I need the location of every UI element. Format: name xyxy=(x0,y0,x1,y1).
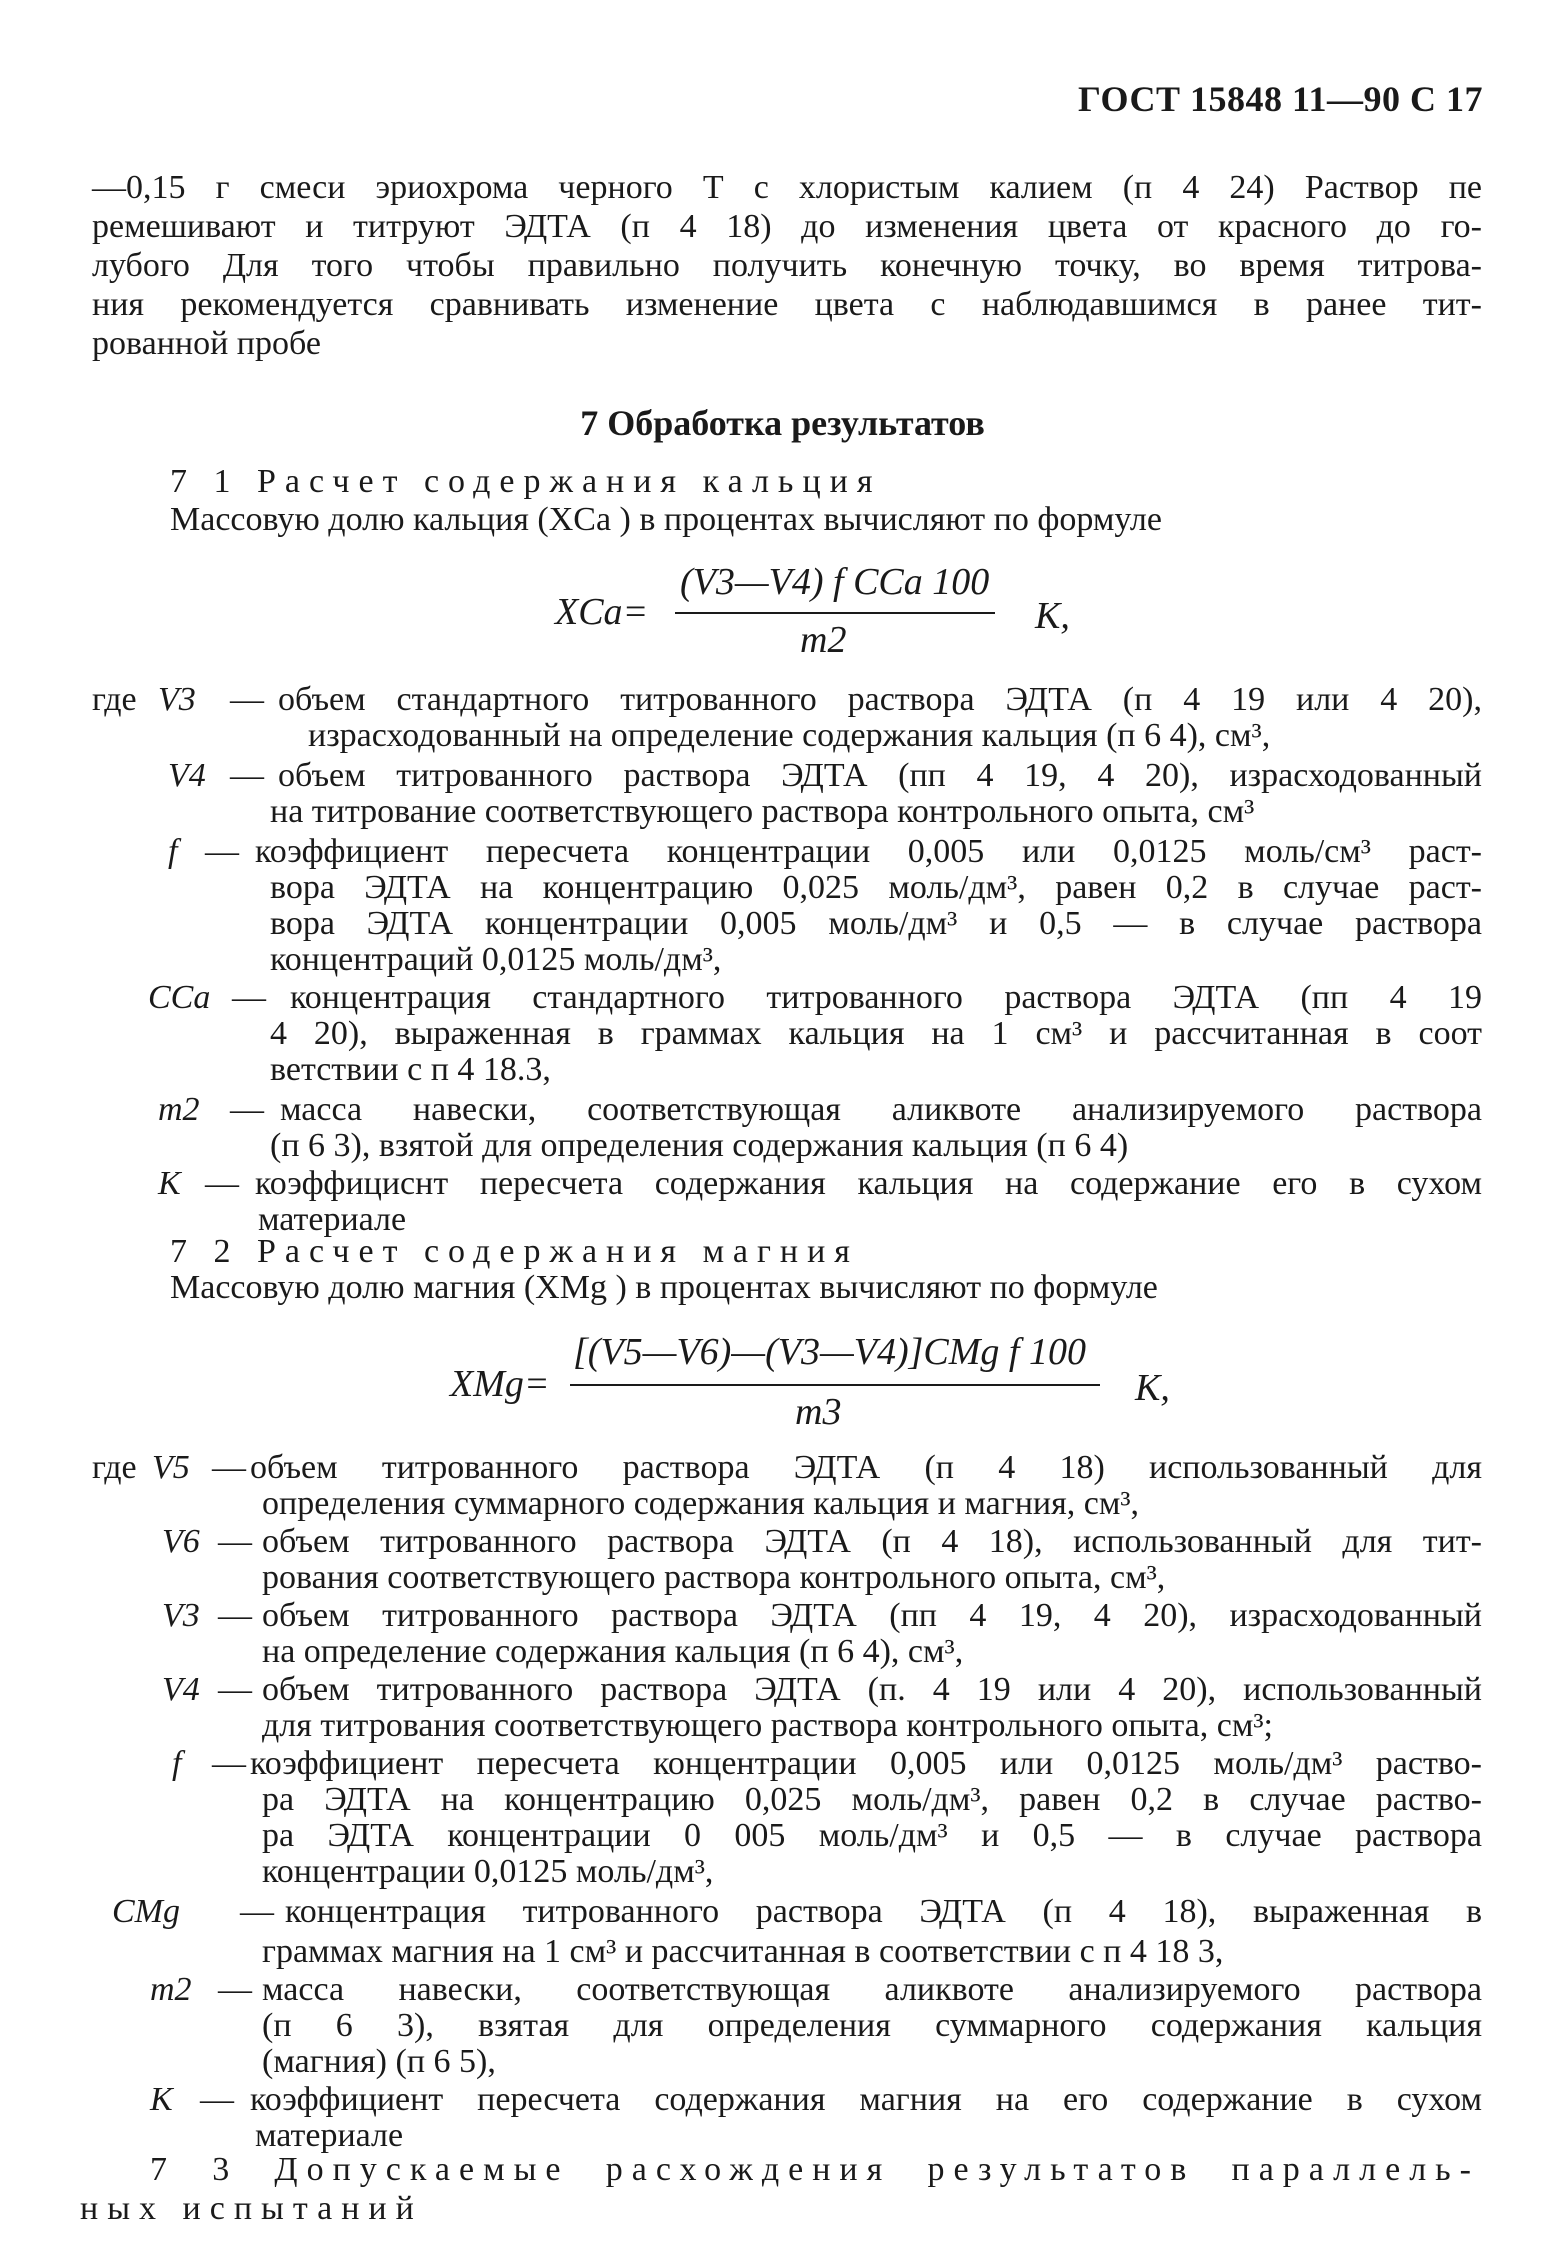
section-7-3-line: 7 3 Допускаемые расхождения результатов параллель- xyxy=(150,2151,1480,2188)
definition-line: рования соответствующего раствора контрольного опыта, см³, xyxy=(262,1559,1166,1596)
section-7-3-line: ных испытаний xyxy=(80,2190,423,2227)
definition-line: объем титрованного раствора ЭДТА (п. 4 19 или 4 20), использованный xyxy=(262,1671,1482,1708)
formula-lhs: XMg= xyxy=(450,1363,550,1405)
definition-line: на титрование соответствующего раствора контрольного опыта, см³ xyxy=(270,793,1255,830)
section-7-title: 7 Обработка результатов xyxy=(580,403,985,443)
definition-line: (п 6 3), взятая для определения суммарного содержания кальция xyxy=(262,2007,1482,2044)
definition-line: вора ЭДТА на концентрацию 0,025 моль/дм³, равен 0,2 в случае раст- xyxy=(270,869,1482,906)
definition-symbol: K xyxy=(150,2081,173,2118)
definition-dash: — xyxy=(200,2081,234,2118)
section-7-2-heading: 7 2 Расчет содержания магния xyxy=(170,1233,859,1270)
page-header: ГОСТ 15848 11—90 С 17 xyxy=(1078,79,1483,119)
definition-line: материале xyxy=(255,2117,404,2154)
definition-symbol: V4 xyxy=(162,1671,200,1708)
definition-dash: — xyxy=(218,1671,252,1708)
definition-symbol: K xyxy=(158,1165,181,1202)
definition-line: 4 20), выраженная в граммах кальция на 1 см³ и рассчитанная в соот xyxy=(270,1015,1482,1052)
section-7-3-heading xyxy=(150,2150,1480,2189)
intro-line: лубого Для того чтобы правильно получить конечную точку, во время титрова- xyxy=(92,247,1482,284)
definition-symbol: f xyxy=(168,833,178,870)
definition-dash: — xyxy=(230,1091,264,1128)
definition-line: коэффициент пересчета содержания магния на его содержание в сухом xyxy=(250,2081,1482,2118)
definition-symbol: CCa xyxy=(148,979,211,1016)
definition-symbol: V3 xyxy=(162,1597,200,1634)
intro-line: ремешивают и титруют ЭДТА (п 4 18) до изменения цвета от красного до го- xyxy=(92,208,1482,245)
definition-symbol: V4 xyxy=(168,757,206,794)
definition-dash: — xyxy=(232,979,266,1016)
definition-line: материале xyxy=(258,1201,407,1238)
formula-factor: K, xyxy=(1035,595,1070,637)
definition-line: объем стандартного титрованного раствора ЭДТА (п 4 19 или 4 20), xyxy=(278,681,1482,718)
definition-line: масса навески, соответствующая аликвоте анализируемого раствора xyxy=(280,1091,1482,1128)
definition-symbol: m2 xyxy=(150,1971,192,2008)
definition-line: определения суммарного содержания кальция и магния, см³, xyxy=(262,1485,1140,1522)
where-label: где xyxy=(92,1449,137,1486)
definition-line: концентрации 0,0125 моль/дм³, xyxy=(262,1853,714,1890)
definition-symbol: m2 xyxy=(158,1091,200,1128)
fraction-bar xyxy=(675,612,995,614)
formula-numerator: [(V5—V6)—(V3—V4)]CMg f 100 xyxy=(573,1331,1086,1373)
definition-dash: — xyxy=(218,1971,252,2008)
fraction-bar xyxy=(570,1384,1100,1386)
intro-line: рованной пробе xyxy=(92,325,321,362)
definition-dash: — xyxy=(230,681,264,718)
definition-line: на определение содержания кальция (п 6 4), см³, xyxy=(262,1633,964,1670)
definition-line: коэффициент пересчета концентрации 0,005 или 0,0125 моль/дм³ раство- xyxy=(250,1745,1482,1782)
formula-numerator: (V3—V4) f CCa 100 xyxy=(680,561,990,603)
intro-line: —0,15 г смеси эриохрома черного Т с хлористым калием (п 4 24) Раствор пе xyxy=(92,169,1482,206)
section-7-1-intro: Массовую долю кальция (XCa ) в процентах вычисляют по формуле xyxy=(170,501,1162,538)
definition-line: вора ЭДТА концентрации 0,005 моль/дм³ и 0,5 — в случае раствора xyxy=(270,905,1482,942)
intro-line: ния рекомендуется сравнивать изменение цвета с наблюдавшимся в ранее тит- xyxy=(92,286,1482,323)
section-7-1-heading: 7 1 Расчет содержания кальция xyxy=(170,463,882,500)
definition-line: израсходованный на определение содержания кальция (п 6 4), см³, xyxy=(308,717,1271,754)
definition-line: концентрация стандартного титрованного раствора ЭДТА (пп 4 19 xyxy=(290,979,1482,1016)
definition-dash: — xyxy=(218,1523,252,1560)
definition-line: концентраций 0,0125 моль/дм³, xyxy=(270,941,722,978)
definition-line: объем титрованного раствора ЭДТА (пп 4 19, 4 20), израсходованный xyxy=(262,1597,1482,1634)
definition-symbol: V3 xyxy=(158,681,196,718)
definition-dash: — xyxy=(230,757,264,794)
definition-symbol: V6 xyxy=(162,1523,200,1560)
definition-line: концентрация титрованного раствора ЭДТА (п 4 18), выраженная в xyxy=(285,1893,1482,1930)
formula-denominator: m3 xyxy=(795,1391,842,1433)
formula-denominator: m2 xyxy=(800,619,847,661)
definition-line: объем титрованного раствора ЭДТА (пп 4 19, 4 20), израсходованный xyxy=(278,757,1482,794)
definition-dash: — xyxy=(240,1893,274,1930)
formula-factor: K, xyxy=(1135,1367,1170,1409)
definition-line: (п 6 3), взятой для определения содержания кальция (п 6 4) xyxy=(270,1127,1129,1164)
definition-dash: — xyxy=(205,833,239,870)
definition-symbol: f xyxy=(172,1745,182,1782)
definition-line: объем титрованного раствора ЭДТА (п 4 18), использованный для тит- xyxy=(262,1523,1482,1560)
definition-line: ра ЭДТА на концентрацию 0,025 моль/дм³, равен 0,2 в случае раство- xyxy=(262,1781,1482,1818)
definition-line: коэффициент пересчета концентрации 0,005 или 0,0125 моль/см³ раст- xyxy=(255,833,1482,870)
definition-line: ветствии с п 4 18.3, xyxy=(270,1051,551,1088)
definition-symbol: CMg xyxy=(112,1893,180,1930)
definition-line: для титрования соответствующего раствора контрольного опыта, см³; xyxy=(262,1707,1273,1744)
definition-line: масса навески, соответствующая аликвоте анализируемого раствора xyxy=(262,1971,1482,2008)
definition-line: коэффициснт пересчета содержания кальция на содержание его в сухом xyxy=(255,1165,1482,1202)
intro-paragraph xyxy=(92,168,1482,363)
section-7-2-intro: Массовую долю магния (XMg ) в процентах вычисляют по формуле xyxy=(170,1269,1158,1306)
definition-dash: — xyxy=(212,1745,246,1782)
definition-line: объем титрованного раствора ЭДТА (п 4 18) использованный для xyxy=(250,1449,1482,1486)
where-label: где xyxy=(92,681,137,718)
definition-line: (магния) (п 6 5), xyxy=(262,2043,496,2080)
definition-symbol: V5 xyxy=(152,1449,190,1486)
formula-lhs: XCa= xyxy=(555,591,649,633)
definition-line: ра ЭДТА концентрации 0 005 моль/дм³ и 0,5 — в случае раствора xyxy=(262,1817,1482,1854)
definition-dash: — xyxy=(205,1165,239,1202)
definition-dash: — xyxy=(218,1597,252,1634)
definition-line: граммах магния на 1 см³ и рассчитанная в соответствии с п 4 18 3, xyxy=(262,1933,1224,1970)
definition-dash: — xyxy=(212,1449,246,1486)
